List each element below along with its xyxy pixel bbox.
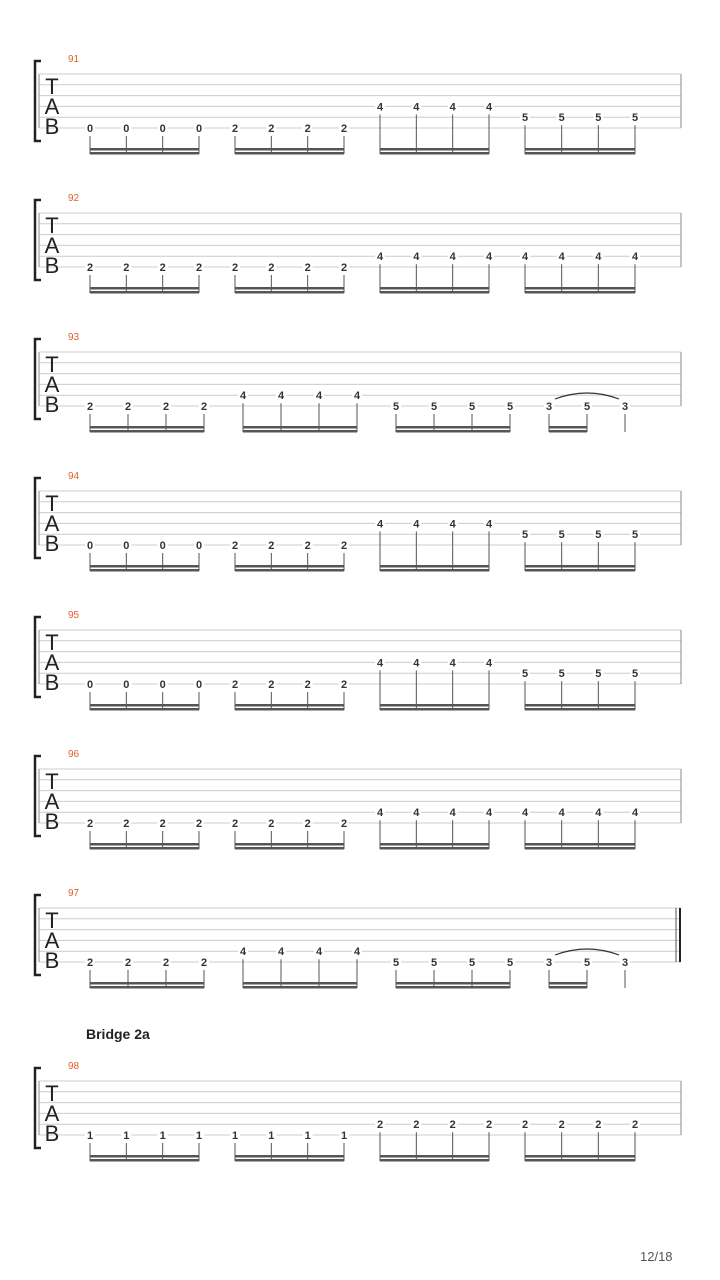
tab-clef-letter: A: [44, 928, 60, 953]
beam: [243, 430, 357, 433]
beam: [396, 982, 510, 985]
fret-number: 4: [485, 101, 493, 114]
beam: [243, 986, 357, 989]
fret-number: 5: [583, 957, 591, 969]
fret-number: 4: [376, 101, 384, 114]
beam: [525, 148, 635, 151]
fret-number: 0: [159, 679, 166, 691]
beam: [549, 426, 587, 429]
beam: [380, 708, 489, 711]
system-bracket: [35, 478, 41, 558]
fret-number: 2: [195, 818, 203, 830]
fret-number: 3: [545, 957, 553, 969]
beam: [90, 287, 199, 290]
tab-clef-letter: B: [44, 809, 60, 834]
tab-clef-letter: T: [45, 1081, 59, 1106]
fret-number: 0: [159, 540, 166, 552]
beam: [90, 847, 199, 850]
beam: [235, 148, 344, 151]
fret-number: 2: [200, 401, 208, 413]
fret-number: 2: [159, 262, 166, 274]
fret-number: 5: [506, 957, 514, 969]
tab-clef-letter: A: [44, 372, 60, 397]
beam: [235, 1159, 344, 1162]
measure-number: 92: [68, 193, 80, 204]
fret-number: 3: [545, 401, 553, 413]
beam: [90, 565, 199, 568]
fret-number: 4: [277, 946, 285, 959]
fret-number: 5: [558, 529, 565, 542]
fret-number: 3: [621, 957, 629, 969]
fret-number: 2: [340, 540, 348, 552]
fret-number: 2: [304, 818, 311, 830]
beam: [90, 152, 199, 155]
beam: [235, 565, 344, 568]
fret-number: 4: [558, 251, 565, 264]
fret-number: 2: [86, 401, 94, 413]
fret-number: 0: [195, 679, 203, 691]
fret-number: 5: [468, 401, 476, 413]
beam: [525, 843, 635, 846]
fret-number: 4: [449, 807, 456, 820]
beam: [549, 986, 587, 989]
tab-clef-letter: B: [44, 948, 60, 973]
beam: [90, 708, 199, 711]
fret-number: 4: [413, 518, 420, 531]
fret-number: 2: [123, 262, 130, 274]
fret-number: 2: [231, 679, 239, 691]
fret-number: 0: [86, 540, 94, 552]
beam: [525, 1155, 635, 1158]
fret-number: 1: [123, 1130, 130, 1142]
fret-number: 0: [159, 123, 166, 135]
system-bracket: [35, 895, 41, 975]
beam: [525, 287, 635, 290]
tab-system: [35, 749, 681, 850]
beam: [380, 1159, 489, 1162]
fret-number: 2: [340, 262, 348, 274]
tab-clef-letter: T: [45, 630, 59, 655]
fret-number: 4: [353, 946, 361, 959]
fret-number: 2: [340, 123, 348, 135]
beam: [396, 426, 510, 429]
tab-clef-letter: B: [44, 253, 60, 278]
fret-number: 4: [413, 807, 420, 820]
fret-number: 2: [123, 818, 130, 830]
fret-number: 5: [392, 957, 400, 969]
beam: [243, 982, 357, 985]
beam: [380, 569, 489, 572]
beam: [525, 708, 635, 711]
fret-number: 5: [392, 401, 400, 413]
beam: [525, 704, 635, 707]
fret-number: 2: [162, 957, 170, 969]
fret-number: 2: [200, 957, 208, 969]
tab-system: [35, 610, 681, 711]
beam: [525, 565, 635, 568]
beam: [235, 708, 344, 711]
beam: [525, 569, 635, 572]
beam: [235, 569, 344, 572]
fret-number: 5: [521, 529, 529, 542]
fret-number: 2: [449, 1119, 456, 1132]
tab-clef-letter: T: [45, 491, 59, 516]
beam: [90, 986, 204, 989]
fret-number: 1: [231, 1130, 239, 1142]
fret-number: 1: [340, 1130, 348, 1142]
beam: [525, 847, 635, 850]
system-bracket: [35, 200, 41, 280]
fret-number: 5: [631, 112, 639, 125]
fret-number: 4: [558, 807, 565, 820]
beam: [90, 704, 199, 707]
tab-clef-letter: B: [44, 114, 60, 139]
fret-number: 4: [521, 807, 529, 820]
fret-number: 2: [86, 262, 94, 274]
beam: [90, 1155, 199, 1158]
fret-number: 5: [430, 957, 438, 969]
fret-number: 4: [277, 390, 285, 403]
fret-number: 5: [430, 401, 438, 413]
system-bracket: [35, 617, 41, 697]
measure-number: 97: [68, 888, 80, 899]
system-bracket: [35, 339, 41, 419]
fret-number: 5: [558, 668, 565, 681]
tab-clef-letter: A: [44, 511, 60, 536]
fret-number: 2: [340, 818, 348, 830]
beam: [235, 291, 344, 294]
beam: [380, 287, 489, 290]
fret-number: 2: [268, 123, 275, 135]
fret-number: 1: [304, 1130, 311, 1142]
fret-number: 5: [595, 668, 602, 681]
fret-number: 2: [162, 401, 170, 413]
beam: [90, 843, 199, 846]
fret-number: 2: [340, 679, 348, 691]
fret-number: 4: [595, 251, 602, 264]
fret-number: 5: [506, 401, 514, 413]
beam: [90, 426, 204, 429]
fret-number: 4: [376, 657, 384, 670]
measure-number: 96: [68, 749, 80, 760]
fret-number: 4: [315, 390, 323, 403]
fret-number: 2: [268, 262, 275, 274]
beam: [396, 986, 510, 989]
beam: [380, 152, 489, 155]
fret-number: 1: [86, 1130, 94, 1142]
beam: [235, 843, 344, 846]
fret-number: 2: [159, 818, 166, 830]
fret-number: 2: [231, 818, 239, 830]
beam: [549, 982, 587, 985]
beam: [525, 291, 635, 294]
fret-number: 4: [485, 657, 493, 670]
tab-clef-letter: A: [44, 650, 60, 675]
measure-number: 91: [68, 54, 80, 65]
fret-number: 5: [631, 668, 639, 681]
beam: [380, 704, 489, 707]
system-bracket: [35, 756, 41, 836]
fret-number: 2: [304, 262, 311, 274]
fret-number: 4: [413, 101, 420, 114]
fret-number: 5: [595, 112, 602, 125]
beam: [380, 148, 489, 151]
beam: [235, 1155, 344, 1158]
fret-number: 2: [631, 1119, 639, 1132]
beam: [525, 1159, 635, 1162]
fret-number: 5: [521, 112, 529, 125]
fret-number: 4: [376, 807, 384, 820]
fret-number: 4: [521, 251, 529, 264]
measure-number: 93: [68, 332, 80, 343]
fret-number: 0: [195, 540, 203, 552]
fret-number: 4: [449, 251, 456, 264]
fret-number: 4: [413, 657, 420, 670]
fret-number: 2: [231, 262, 239, 274]
fret-number: 2: [413, 1119, 420, 1132]
beam: [90, 982, 204, 985]
fret-number: 2: [86, 818, 94, 830]
fret-number: 4: [485, 807, 493, 820]
fret-number: 4: [449, 101, 456, 114]
beam: [235, 152, 344, 155]
tab-clef-letter: A: [44, 789, 60, 814]
measure-number: 98: [68, 1061, 80, 1072]
fret-number: 1: [159, 1130, 166, 1142]
beam: [396, 430, 510, 433]
beam: [380, 1155, 489, 1158]
beam: [235, 287, 344, 290]
tab-clef-letter: B: [44, 1121, 60, 1146]
measure-number: 95: [68, 610, 80, 621]
fret-number: 5: [521, 668, 529, 681]
system-bracket: [35, 1068, 41, 1148]
fret-number: 0: [86, 679, 94, 691]
fret-number: 4: [449, 657, 456, 670]
tab-system: [35, 332, 681, 433]
fret-number: 2: [304, 540, 311, 552]
fret-number: 4: [376, 518, 384, 531]
fret-number: 4: [631, 251, 639, 264]
tab-system: [35, 193, 681, 294]
fret-number: 2: [521, 1119, 529, 1132]
fret-number: 4: [353, 390, 361, 403]
fret-number: 4: [631, 807, 639, 820]
tab-clef-letter: A: [44, 233, 60, 258]
tab-clef-letter: T: [45, 74, 59, 99]
fret-number: 2: [304, 123, 311, 135]
section-title: Bridge 2a: [86, 1026, 150, 1042]
beam: [90, 291, 199, 294]
beam: [90, 1159, 199, 1162]
fret-number: 1: [195, 1130, 203, 1142]
fret-number: 2: [268, 540, 275, 552]
beam: [90, 430, 204, 433]
beam: [525, 152, 635, 155]
fret-number: 4: [485, 251, 493, 264]
beam: [235, 704, 344, 707]
fret-number: 0: [123, 679, 130, 691]
tab-clef-letter: T: [45, 908, 59, 933]
fret-number: 4: [315, 946, 323, 959]
fret-number: 4: [595, 807, 602, 820]
fret-number: 0: [123, 123, 130, 135]
fret-number: 2: [376, 1119, 384, 1132]
fret-number: 2: [231, 540, 239, 552]
fret-number: 1: [268, 1130, 275, 1142]
fret-number: 4: [485, 518, 493, 531]
fret-number: 4: [449, 518, 456, 531]
fret-number: 4: [413, 251, 420, 264]
tab-clef-letter: T: [45, 213, 59, 238]
page-number: 12/18: [640, 1249, 673, 1264]
fret-number: 5: [468, 957, 476, 969]
tab-clef-letter: T: [45, 769, 59, 794]
beam: [549, 430, 587, 433]
fret-number: 2: [86, 957, 94, 969]
fret-number: 0: [86, 123, 94, 135]
fret-number: 4: [376, 251, 384, 264]
measure-number: 94: [68, 471, 80, 482]
fret-number: 5: [631, 529, 639, 542]
fret-number: 2: [124, 957, 132, 969]
beam: [380, 843, 489, 846]
fret-number: 4: [239, 390, 247, 403]
fret-number: 2: [485, 1119, 493, 1132]
tab-clef-letter: A: [44, 94, 60, 119]
tab-system: [35, 888, 681, 989]
beam: [90, 569, 199, 572]
fret-number: 2: [558, 1119, 565, 1132]
tab-clef-letter: B: [44, 670, 60, 695]
fret-number: 5: [595, 529, 602, 542]
fret-number: 5: [583, 401, 591, 413]
fret-number: 2: [268, 679, 275, 691]
tab-clef-letter: B: [44, 531, 60, 556]
beam: [243, 426, 357, 429]
fret-number: 3: [621, 401, 629, 413]
beam: [235, 847, 344, 850]
tab-system: [35, 1061, 681, 1162]
beam: [380, 291, 489, 294]
system-bracket: [35, 61, 41, 141]
fret-number: 2: [304, 679, 311, 691]
fret-number: 2: [124, 401, 132, 413]
slur-arc: [555, 949, 619, 955]
slur-arc: [555, 393, 619, 399]
fret-number: 0: [195, 123, 203, 135]
tab-system: [35, 471, 681, 572]
tab-clef-letter: A: [44, 1101, 60, 1126]
fret-number: 2: [595, 1119, 602, 1132]
tab-clef-letter: B: [44, 392, 60, 417]
beam: [90, 148, 199, 151]
fret-number: 0: [123, 540, 130, 552]
fret-number: 2: [195, 262, 203, 274]
tab-clef-letter: T: [45, 352, 59, 377]
fret-number: 4: [239, 946, 247, 959]
beam: [380, 565, 489, 568]
fret-number: 5: [558, 112, 565, 125]
fret-number: 2: [231, 123, 239, 135]
fret-number: 2: [268, 818, 275, 830]
beam: [380, 847, 489, 850]
tab-system: [35, 54, 681, 155]
